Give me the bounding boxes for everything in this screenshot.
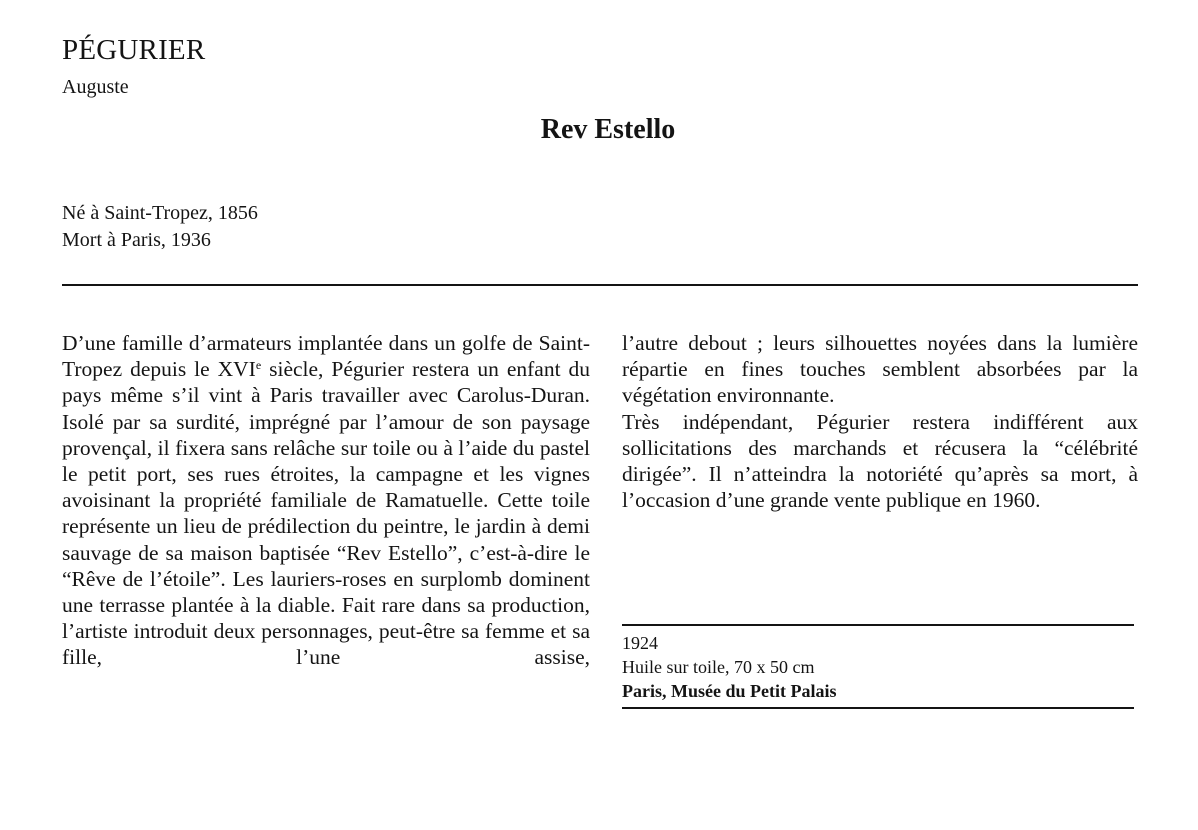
artist-bio [62,200,258,254]
body-paragraph-right-1: l’autre debout ; leurs silhouettes noyées dans la lumière répartie en fines touches semblent absorbées par la végétation environnante. [622,331,1138,408]
artist-surname: PÉGURIER [62,34,206,66]
artwork-medium: Huile sur toile, 70 x 50 cm [622,657,815,677]
header-divider [62,284,1138,286]
body-text-part-1: D’une famille d’armateurs implantée dans un golfe de Saint-Tropez depuis le XVI [62,331,590,382]
artwork-location: Paris, Musée du Petit Palais [622,681,837,701]
artwork-title: Rev Estello [540,114,676,145]
text-column-right [622,330,1138,513]
artwork-year: 1924 [622,633,658,653]
artwork-caption [622,624,1134,709]
death-info: Mort à Paris, 1936 [62,229,211,251]
body-text-part-2: siècle, Pégurier restera un enfant du pays même s’il vint à Paris travailler avec Carolus-Duran. Isolé par sa surdité, imprégné par l’amour de son paysage provençal, il fixera sans relâche sur toile ou à l’aide du pastel le petit port, ses rues étroites, la campagne et les vignes avoisinant la propriété familiale de Ramatuelle. Cette toile représente un lieu de prédilection du peintre, le jardin à demi sauvage de sa maison baptisée “Rev Estello”, c’est-à-dire le “Rêve de l’étoile”. Les lauriers-roses en surplomb dominent une terrasse plantée à la diable. Fait rare dans sa production, l’artiste introduit deux personnages, peut-être sa femme et sa fille, l’une assise, [62,357,590,670]
artist-firstname: Auguste [62,76,129,98]
superscript-e: e [255,358,262,373]
birth-info: Né à Saint-Tropez, 1856 [62,202,258,224]
text-column-left [62,330,590,671]
body-paragraph-right-2: Très indépendant, Pégurier restera indifférent aux sollicitations des marchands et récusera la “célébrité dirigée”. Il n’atteindra la notoriété qu’après sa mort, à l’occasion d’une grande vente publique en 1960. [622,409,1138,513]
body-paragraph-left [62,330,590,671]
